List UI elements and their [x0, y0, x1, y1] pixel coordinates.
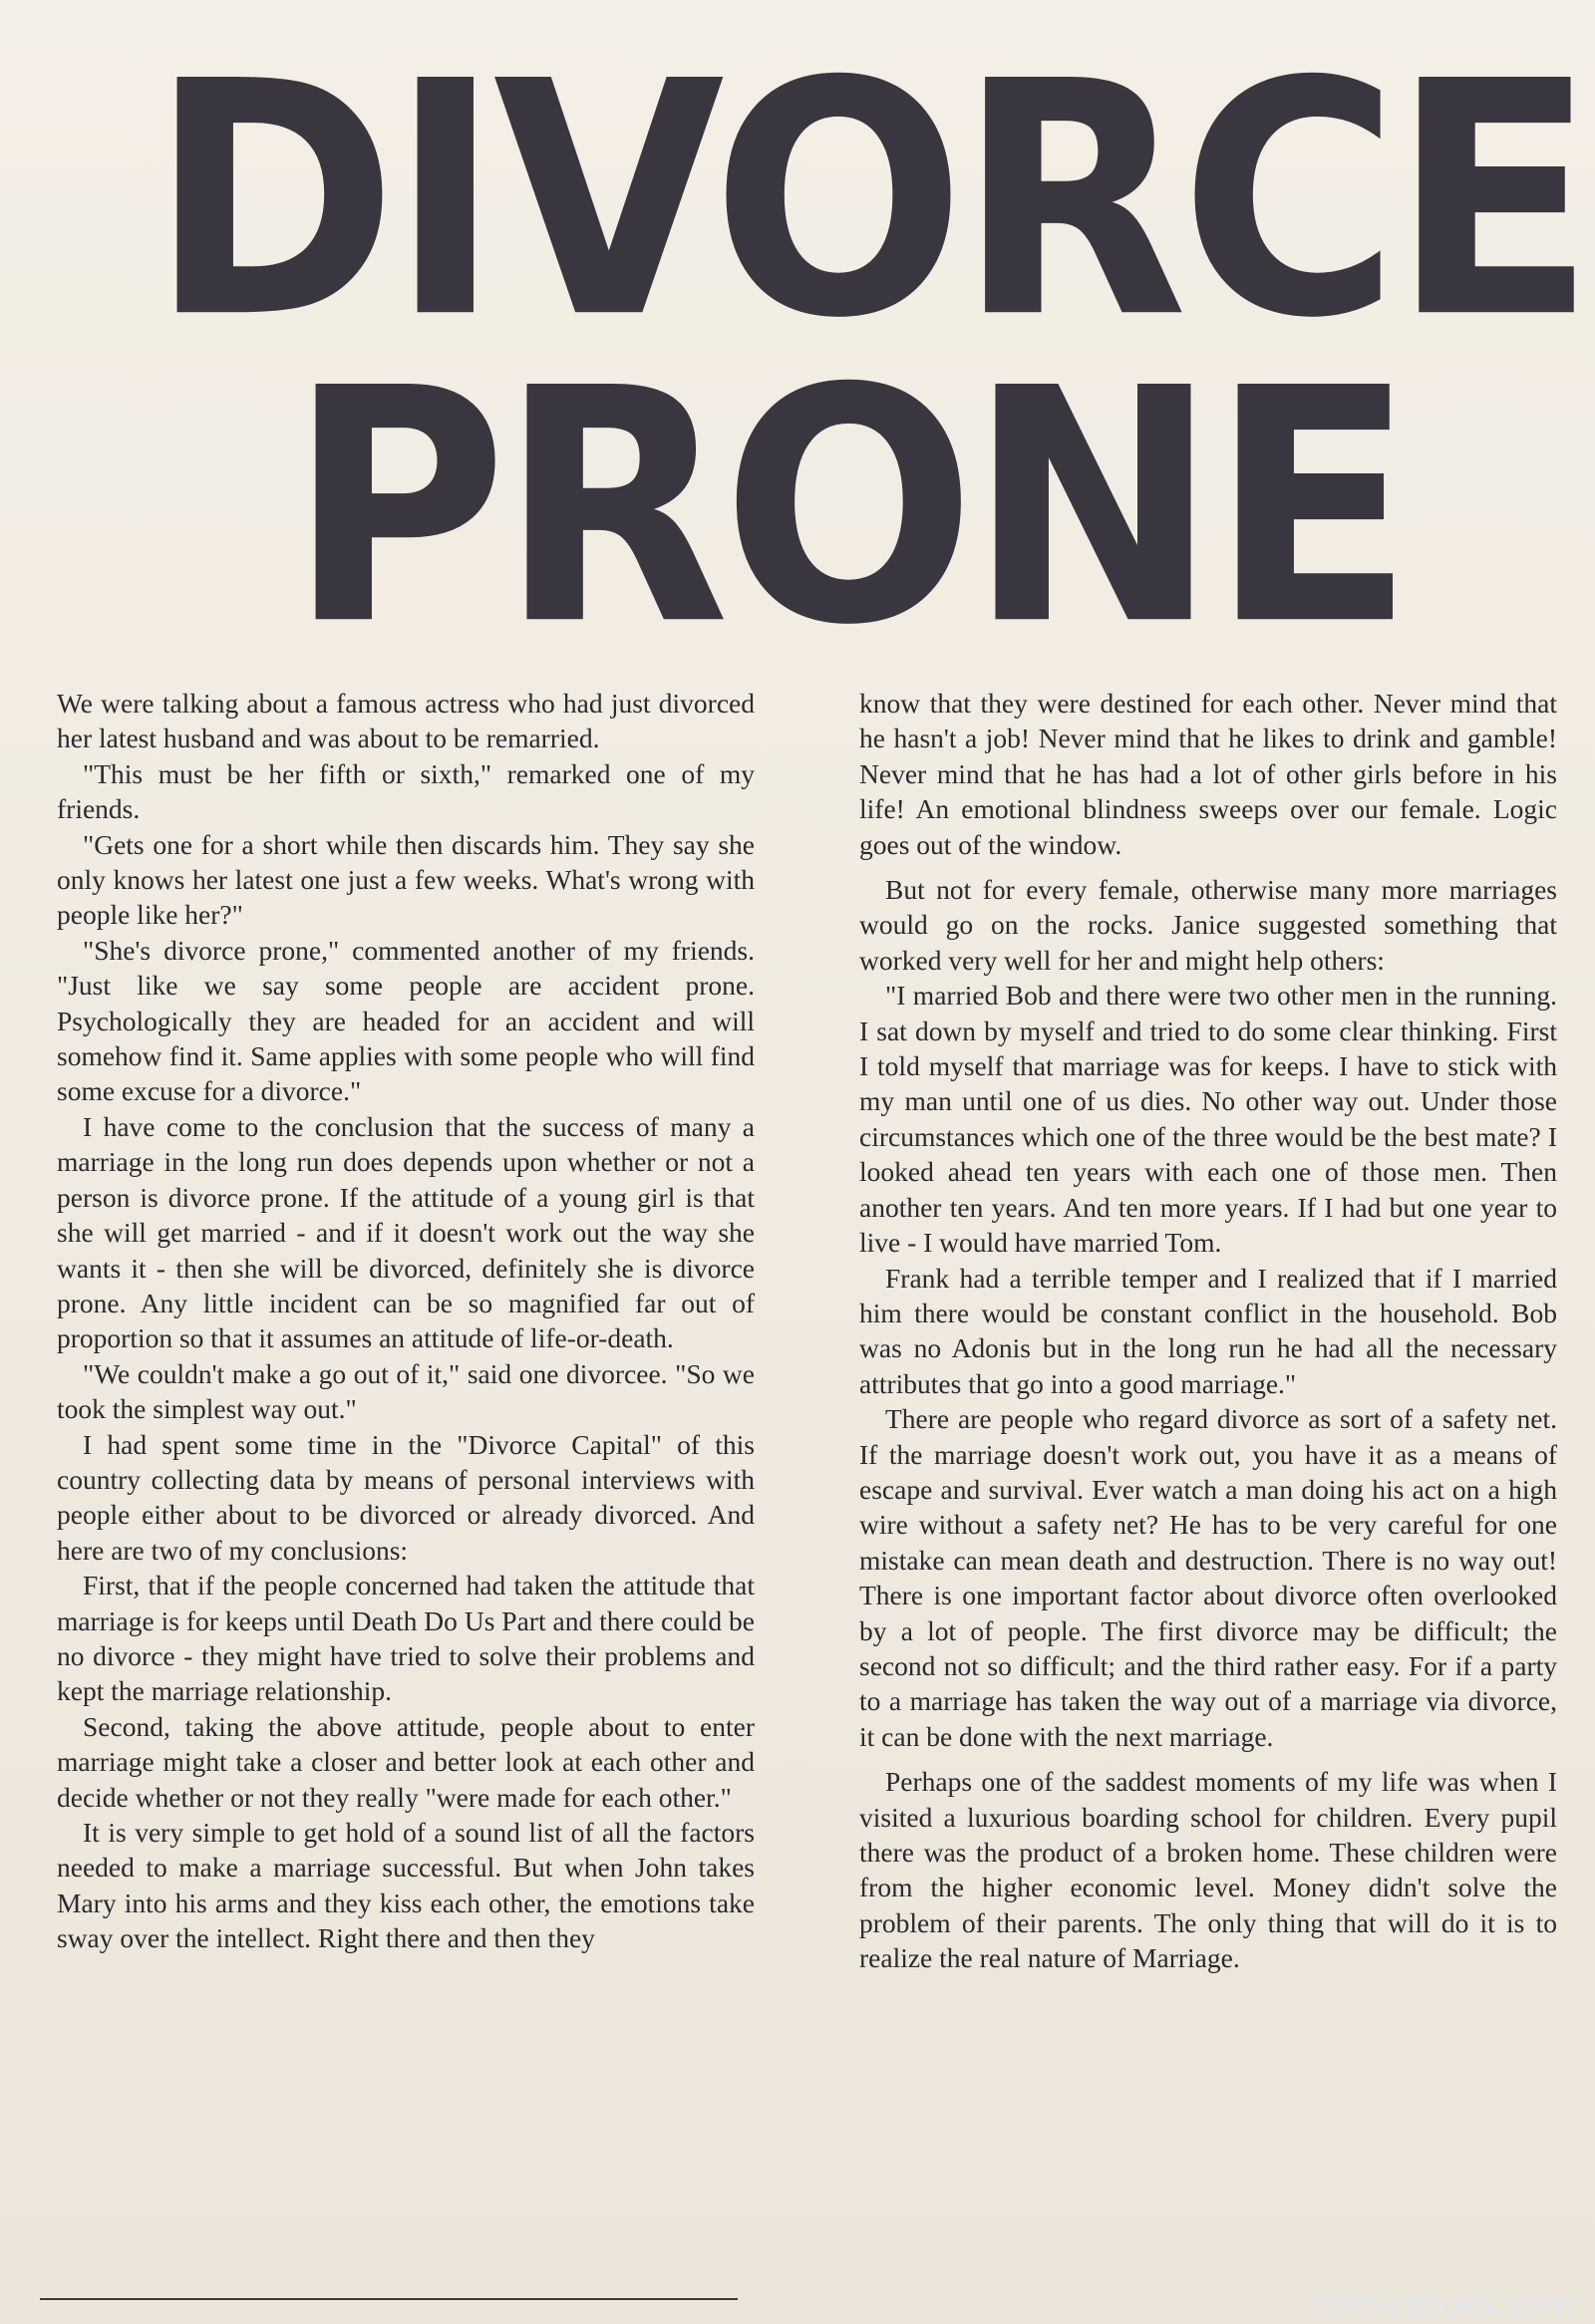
paragraph: First, that if the people concerned had taken the attitude that marriage is for keeps until Death Do Us Part and there could be no divorce - they might have tried to solve their problems and kept the marriage relationship. — [57, 1570, 755, 1707]
right-column — [859, 686, 1557, 1976]
paragraph: Second, taking the above attitude, people about to enter marriage might take a closer and better look at each other and decide whether or not they really "were made for each other." — [57, 1710, 755, 1813]
paragraph: "Gets one for a short while then discards him. They say she only knows her latest one just a few weeks. What's wrong with people like her?" — [57, 828, 755, 931]
paragraph: Perhaps one of the saddest moments of my life was when I visited a luxurious boarding school for children. Every pupil there was the product of a broken home. These children were from the higher economic level. Money didn't solve the problem of their parents. The only thing that will do it is to realize the real nature of Marriage. — [859, 1766, 1557, 1974]
title-line-1: DIVORCE — [150, 12, 1588, 389]
paragraph: It is very simple to get hold of a sound list of all the factors needed to make a marriage successful. But when John takes Mary into his arms and they kiss each other, the emotions take sway over the intellect. Right there and then they — [57, 1817, 755, 1954]
paragraph: Frank had a terrible temper and I realized that if I married him there would be constant conflict in the household. Bob was no Adonis but in the long run he had all the necessary attributes that go into a good marriage." — [859, 1262, 1557, 1399]
left-column — [57, 686, 755, 1956]
paragraph: "She's divorce prone," commented another of my friends. "Just like we say some people are accident prone. Psychologically they are headed for an accident and will somehow find it. Same applies with some people who will find some excuse for a divorce." — [57, 934, 755, 1107]
paragraph: "We couldn't make a go out of it," said one divorcee. "So we took the simplest way out." — [57, 1357, 755, 1425]
paragraph: "I married Bob and there were two other men in the running. I sat down by myself and tried to do some clear thinking. First I told myself that marriage was for keeps. I have to stick with my man until one of us dies. No other way out. Under those circumstances which one of the three would be the best mate? I looked ahead ten years with each one of those men. Then another ten years. And ten more years. If I had but one year to live - I would have married Tom. — [859, 980, 1557, 1259]
footer-rule — [40, 2298, 738, 2300]
paragraph: We were talking about a famous actress who had just divorced her latest husband and was about to be remarried. — [57, 688, 755, 754]
article-title — [150, 12, 1588, 696]
paragraph: There are people who regard divorce as sort of a safety net. If the marriage doesn't work out, you have it as a means of escape and survival. Ever watch a man doing his act on a high wire without a safety net? He has to be very careful for one mistake can mean death and destruction. There is no way out! There is one important factor about divorce often overlooked by a lot of people. The first divorce may be difficult; the second not so difficult; and the third rather easy. For if a party to a marriage has taken the way out of a marriage via divorce, it can be done with the next marriage. — [859, 1403, 1557, 1752]
paragraph: I have come to the conclusion that the success of many a marriage in the long run does depends upon whether or not a person is divorce prone. If the attitude of a young girl is that she will get married - and if it doesn't work out the way she wants it - then she will be divorced, definitely she is divorce prone. Any little incident can be so magnified far out of proportion so that it assumes an attitude of life-or-death. — [57, 1110, 755, 1354]
paragraph: "This must be her fifth or sixth," remarked one of my friends. — [57, 757, 755, 825]
paragraph: But not for every female, otherwise many more marriages would go on the rocks. Janice suggested something that worked very well for her and might help others: — [859, 874, 1557, 976]
watermark: comicbooks.com — [1310, 2288, 1575, 2323]
title-line-2: PRONE — [288, 320, 1407, 696]
paragraph: know that they were destined for each other. Never mind that he hasn't a job! Never mind that he likes to drink and gamble! Never mind that he has had a lot of other girls before in his life! An emotional blindness sweeps over our female. Logic goes out of the window. — [859, 688, 1557, 860]
paragraph: I had spent some time in the "Divorce Capital" of this country collecting data by means of personal interviews with people either about to be divorced or already divorced. And here are two of my conclusions: — [57, 1428, 755, 1566]
